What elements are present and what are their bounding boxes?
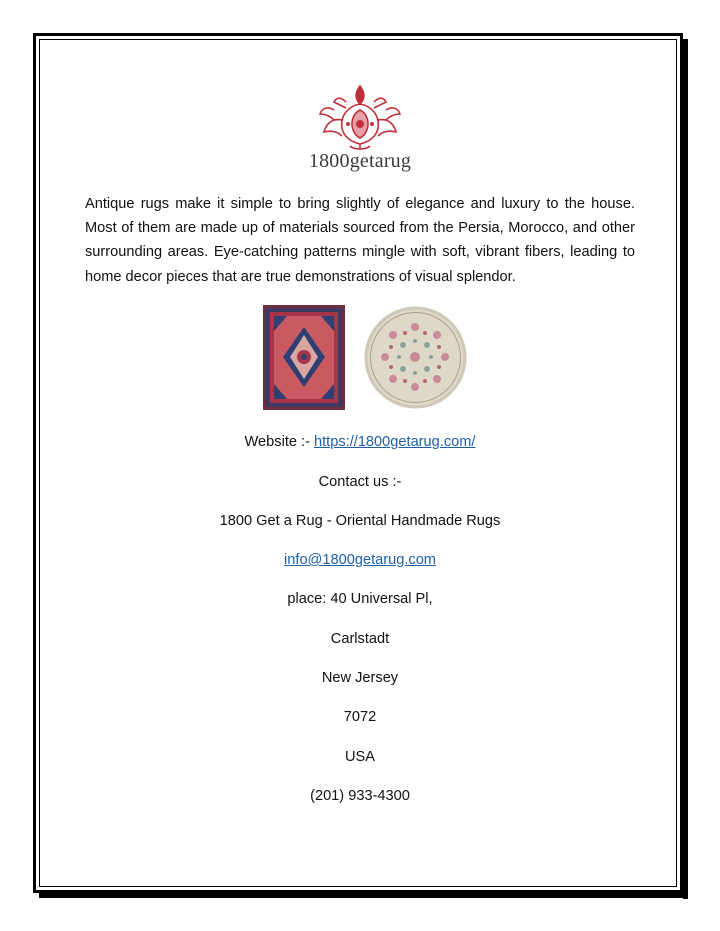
page-border-shadow-bottom [39, 893, 688, 898]
address-place: place: 40 Universal Pl, [287, 591, 433, 607]
phone-number: (201) 933-4300 [310, 788, 410, 804]
email-line [0, 552, 720, 568]
website-line [0, 434, 720, 450]
address-city: Carlstadt [330, 631, 390, 647]
email-link[interactable]: info@1800getarug.com [284, 552, 436, 568]
round-rug-image [363, 305, 468, 410]
address-country: USA [344, 749, 375, 765]
rectangular-rug-image [263, 305, 345, 410]
brand-name: 1800getarug [308, 150, 412, 172]
address-state: New Jersey [321, 670, 399, 686]
website-label: Website :- [244, 434, 315, 450]
website-link[interactable]: https://1800getarug.com/ [314, 434, 476, 450]
company-name: 1800 Get a Rug - Oriental Handmade Rugs [219, 513, 501, 529]
address-zip: 7072 [343, 709, 377, 725]
contact-heading: Contact us :- [318, 474, 402, 490]
page-border-shadow-right [683, 39, 688, 899]
intro-paragraph: Antique rugs make it simple to bring slightly of elegance and luxury to the house. Most of them are made up of materials sourced from the Persia, Morocco, and other surrounding areas. Eye-catching patterns mingle with soft, vibrant fibers, leading to home decor pieces that are true demonstrations of visual splendor. [85, 196, 635, 285]
